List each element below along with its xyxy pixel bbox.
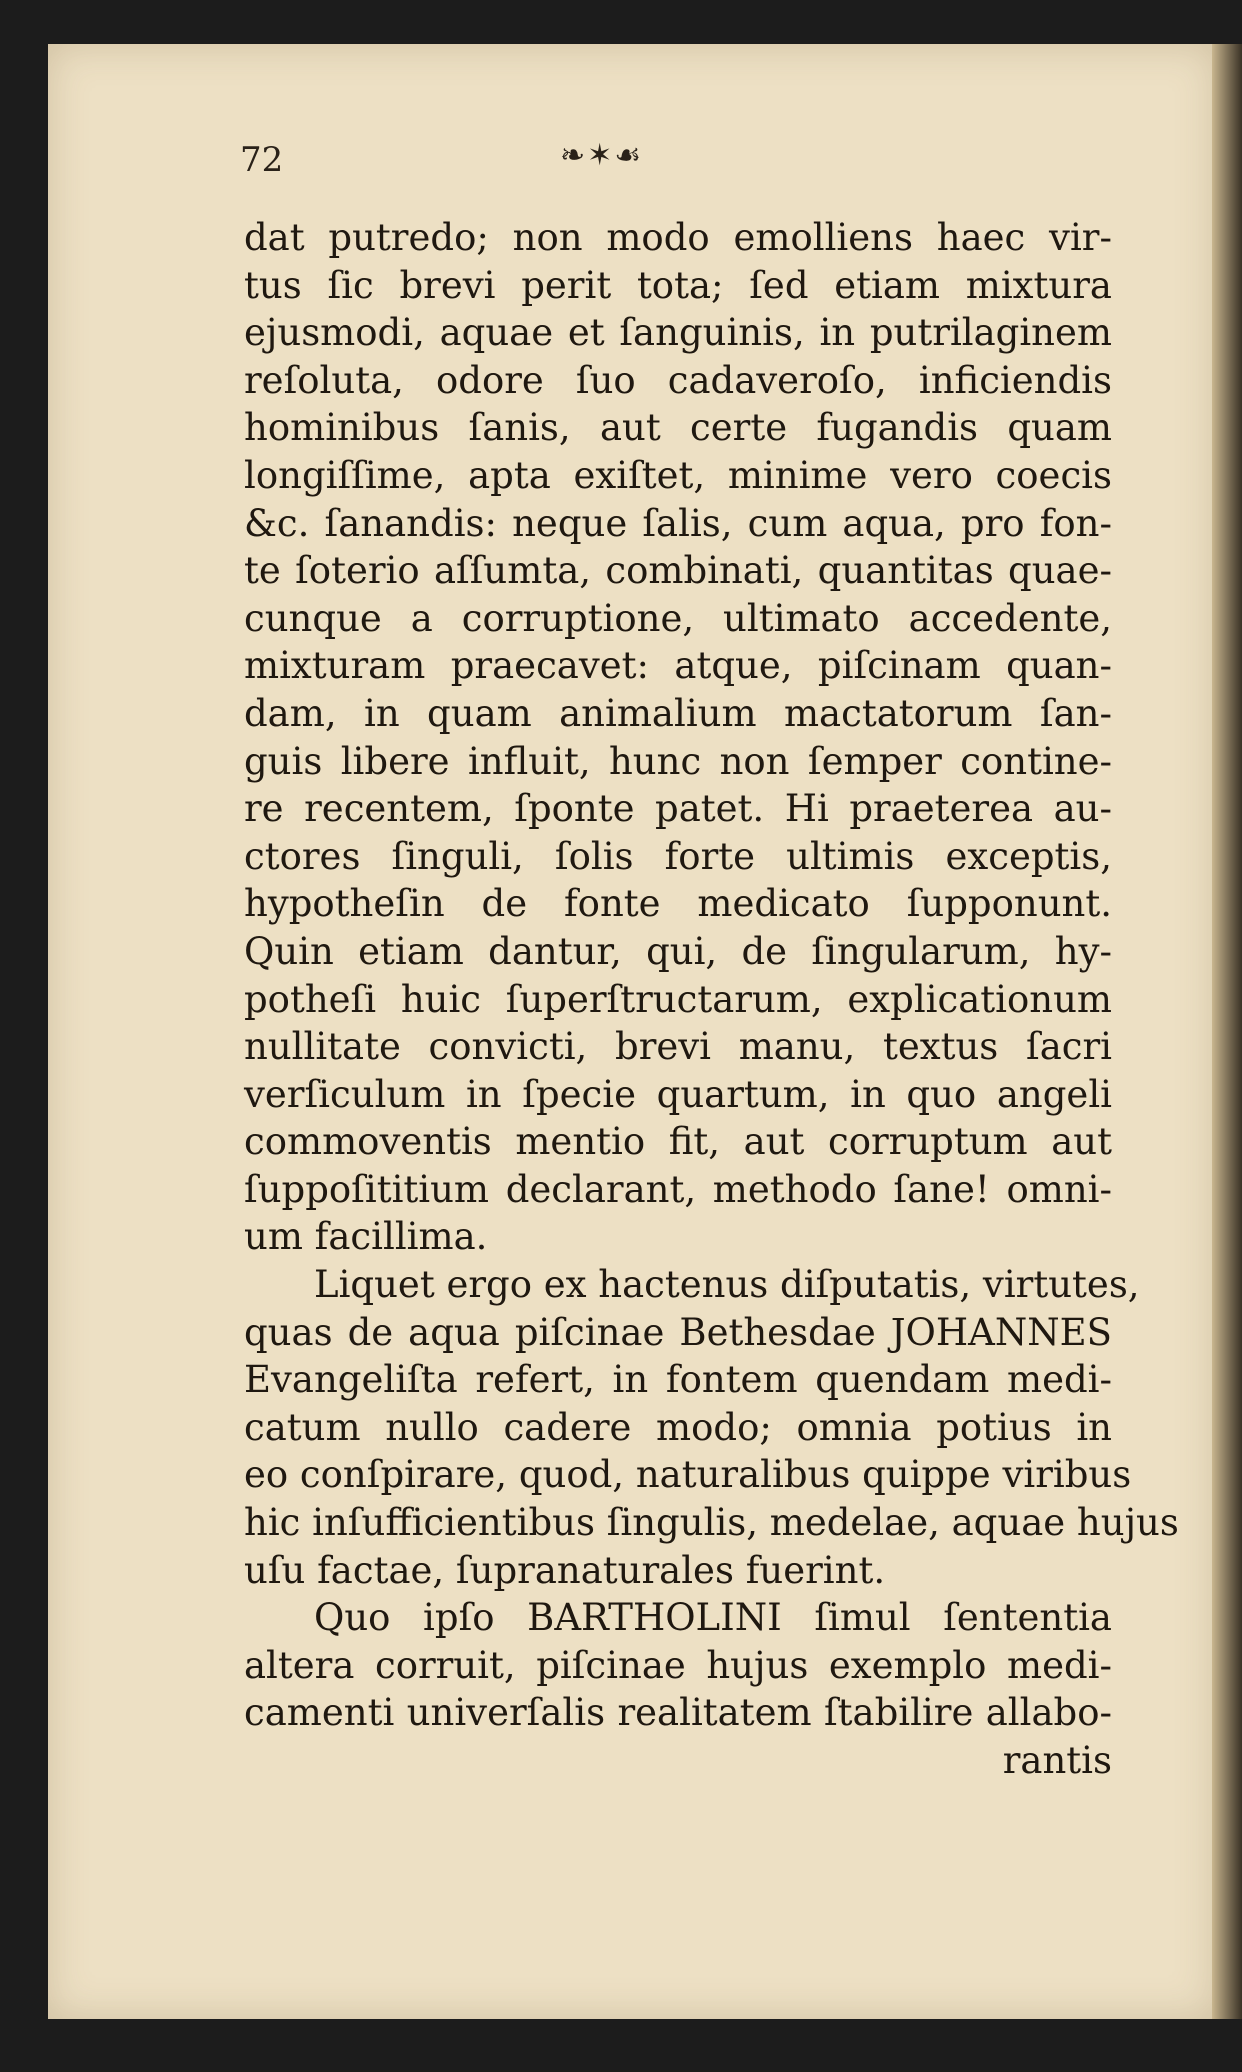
text-line: commoventis mentio fit, aut corruptum aut	[244, 1120, 1112, 1164]
text-line: uſu factae, ſupranaturales fuerint.	[244, 1548, 886, 1592]
text-line: camenti univerſalis realitatem ſtabilire allabo-	[244, 1691, 1112, 1735]
text-line: potheſi huic ſuperſtructarum, explicationum	[244, 977, 1112, 1021]
text-line: guis libere influit, hunc non ſemper contine-	[244, 739, 1112, 783]
text-line: altera corruit, piſcinae hujus exemplo medi-	[244, 1643, 1112, 1687]
text-line: ſuppoſititium declarant, methodo ſane! omni-	[244, 1167, 1112, 1211]
text-line: te ſoterio aſſumta, combinati, quantitas quae-	[244, 549, 1112, 593]
text-line: nullitate convicti, brevi manu, textus ſacri	[244, 1025, 1112, 1069]
text-line: quas de aqua piſcinae Bethesdae JOHANNES	[244, 1310, 1112, 1354]
text-line: hic inſufficientibus ſingulis, medelae, aquae hujus	[244, 1501, 1179, 1545]
text-line: tus ſic brevi perit tota; ſed etiam mixtura	[244, 263, 1112, 307]
text-line: verſiculum in ſpecie quartum, in quo angeli	[244, 1072, 1112, 1116]
gutter-shadow	[1212, 44, 1242, 2019]
text-line: Liquet ergo ex hactenus diſputatis, virtutes,	[314, 1263, 1140, 1307]
body-text	[244, 214, 1179, 1785]
text-line: um facillima.	[244, 1215, 488, 1259]
text-line: hypotheſin de fonte medicato ſupponunt.	[244, 882, 1112, 926]
text-line: eo conſpirare, quod, naturalibus quippe viribus	[244, 1453, 1132, 1497]
text-line: ejusmodi, aquae et ſanguinis, in putrilaginem	[244, 311, 1112, 355]
text-line: &c. ſanandis: neque ſalis, cum aqua, pro fon-	[244, 501, 1112, 545]
text-line: Quin etiam dantur, qui, de ſingularum, hy-	[244, 929, 1112, 973]
text-line: cunque a corruptione, ultimato accedente,	[244, 596, 1112, 640]
text-line: longiſſime, apta exiſtet, minime vero coecis	[244, 453, 1112, 497]
page-number: 72	[240, 140, 284, 180]
catchword: rantis	[1002, 1739, 1112, 1782]
header-ornament: ❧✶☙	[560, 138, 644, 173]
text-line: re recentem, ſponte patet. Hi praeterea au-	[244, 787, 1112, 831]
text-line: dat putredo; non modo emolliens haec vir-	[244, 216, 1112, 259]
text-line: Evangeliſta refert, in fontem quendam medi-	[244, 1358, 1112, 1402]
text-line: ctores ſinguli, ſolis forte ultimis exceptis,	[244, 834, 1112, 878]
text-line: dam, in quam animalium mactatorum ſan-	[244, 691, 1112, 735]
text-line: catum nullo cadere modo; omnia potius in	[244, 1405, 1112, 1449]
text-line: hominibus ſanis, aut certe fugandis quam	[244, 406, 1112, 450]
text-line: reſoluta, odore ſuo cadaveroſo, inficiendis	[244, 358, 1112, 402]
text-line: Quo ipſo BARTHOLINI ſimul ſententia	[314, 1596, 1112, 1640]
text-line: mixturam praecavet: atque, piſcinam quan-	[244, 644, 1112, 688]
